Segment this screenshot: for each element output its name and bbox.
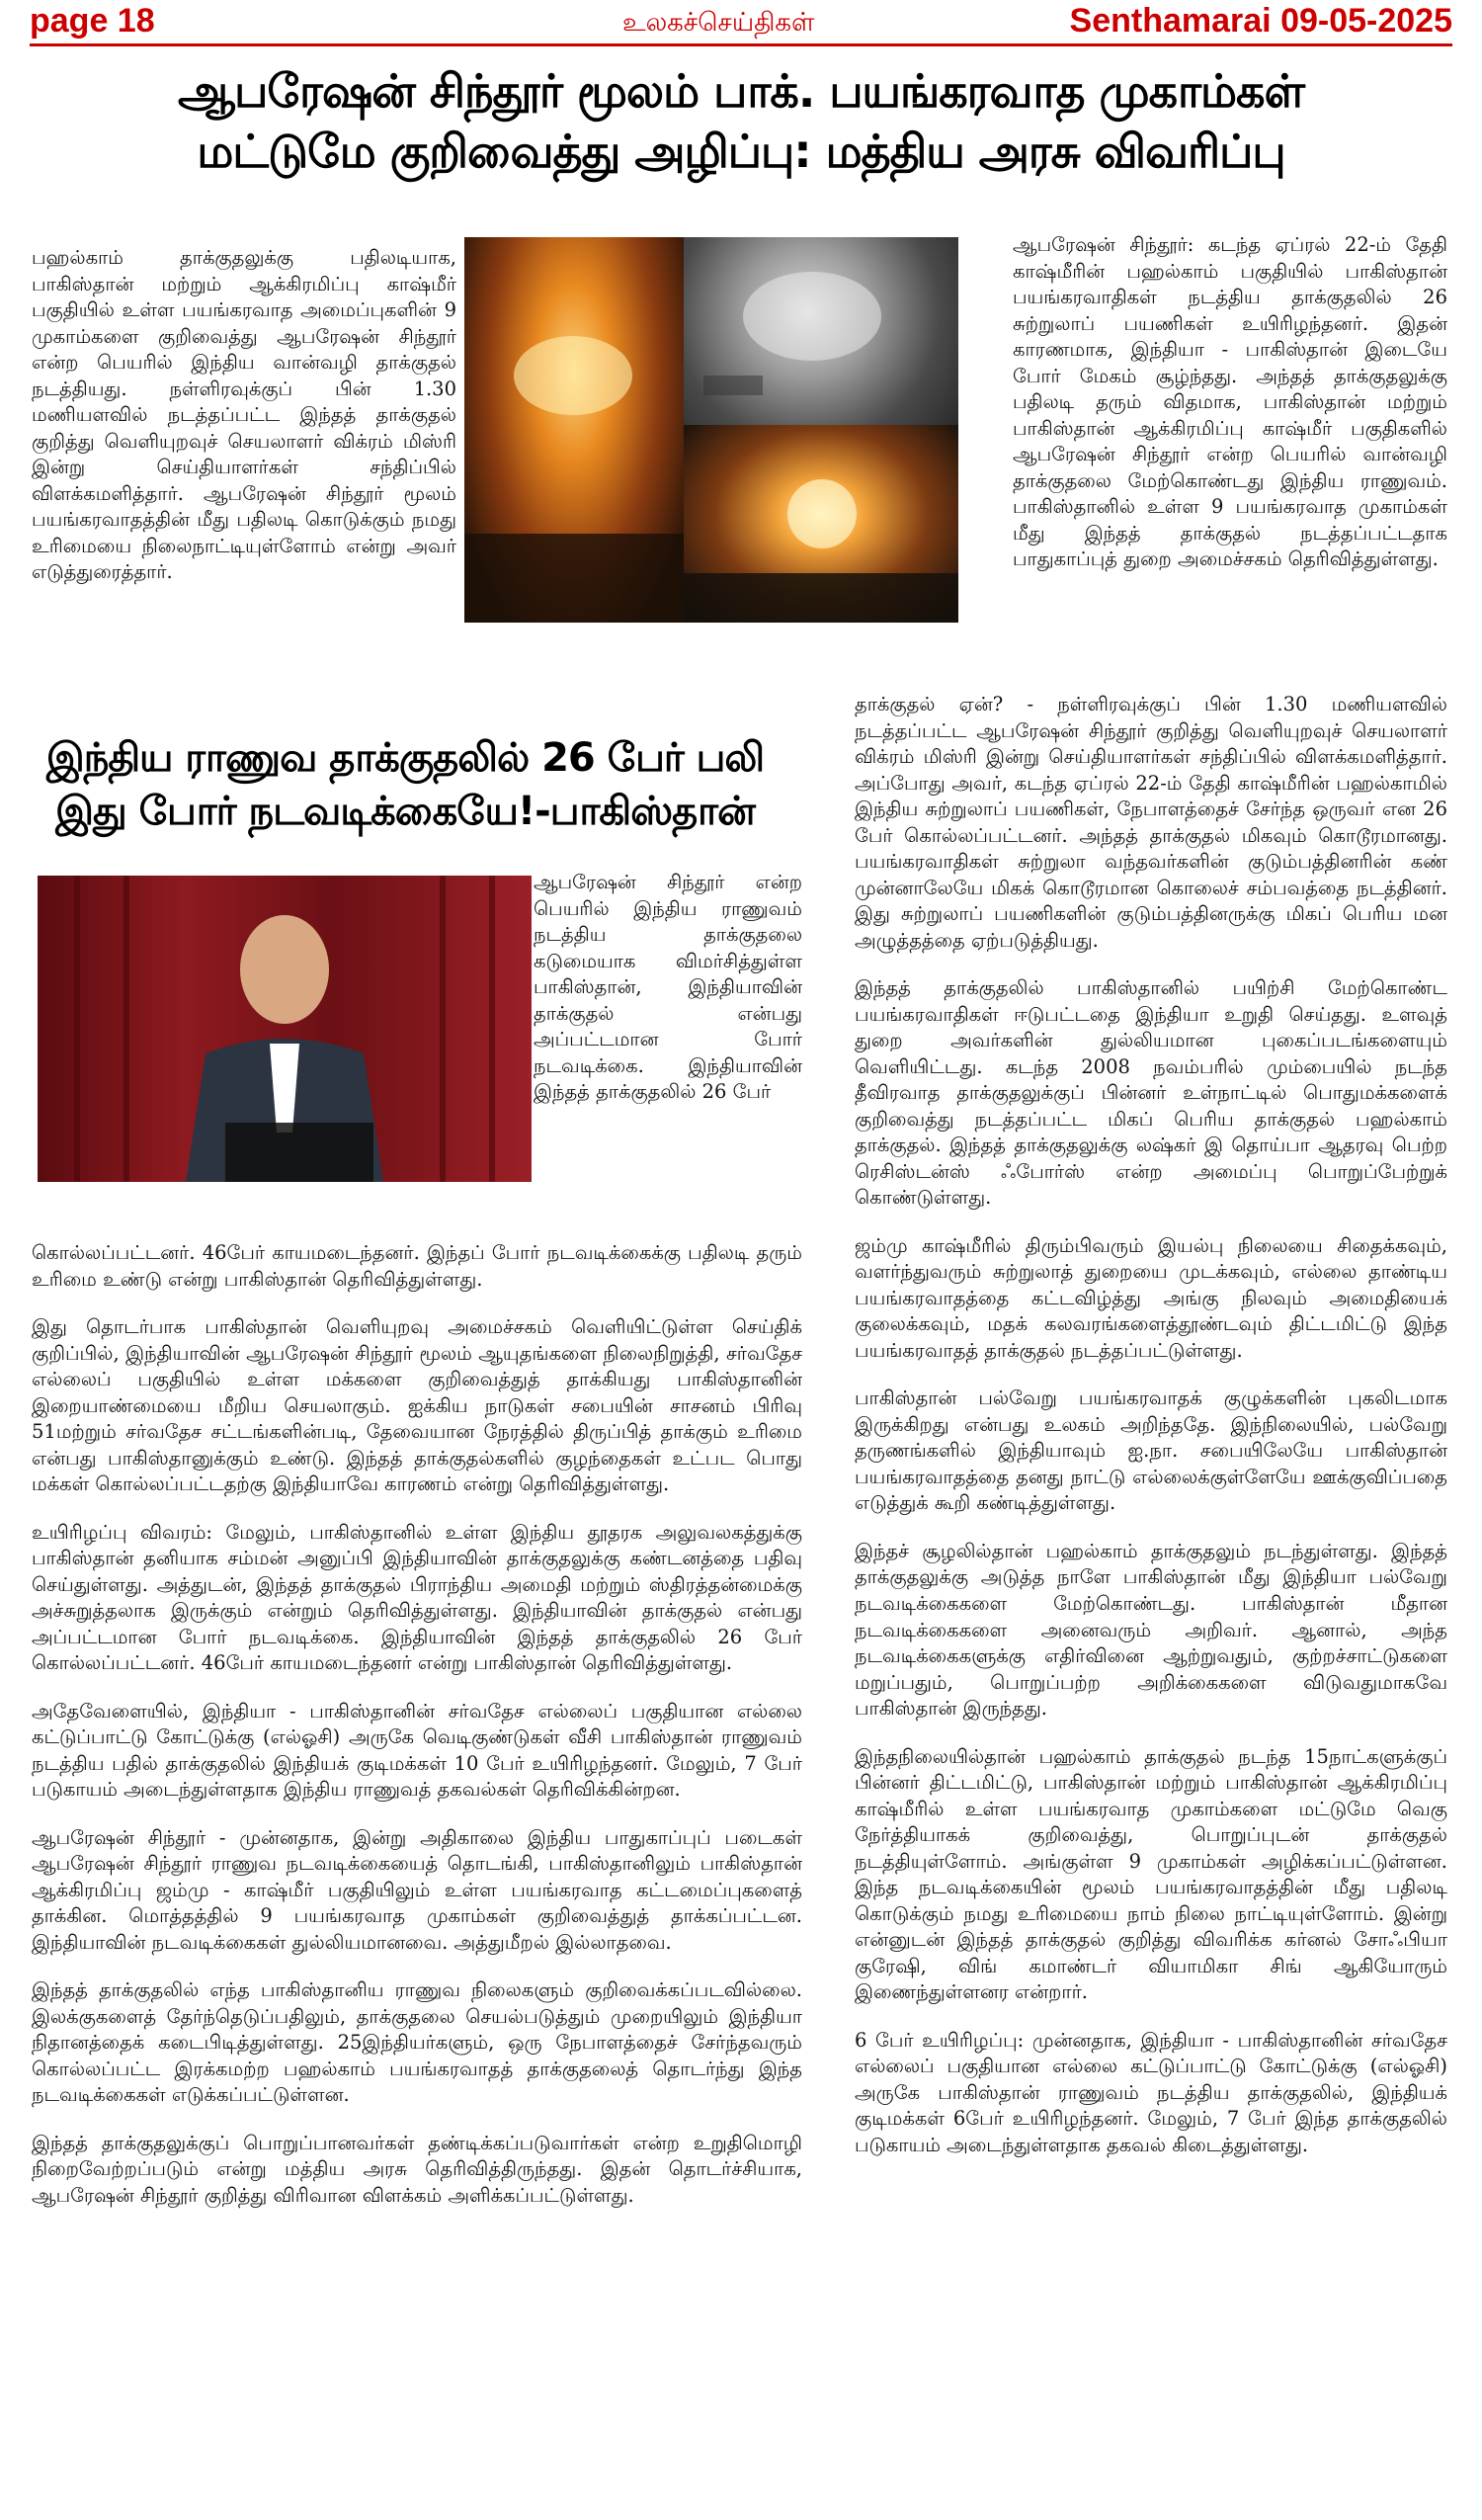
main-headline-line1: ஆபரேஷன் சிந்தூர் மூலம் பாக். பயங்கரவாத முகாம்கள்	[178, 64, 1304, 118]
aerial-photo-graphic	[684, 237, 958, 425]
speaker-photo-graphic	[38, 876, 532, 1182]
main-headline-line2: மட்டுமே குறிவைத்து அழிப்பு: மத்திய அரசு விவரிப்பு	[197, 124, 1285, 178]
second-headline	[20, 731, 790, 838]
story2-side-column	[534, 870, 802, 1106]
story2-paragraph: இது தொடர்பாக பாகிஸ்தான் வெளியுறவு அமைச்சகம் வெளியிட்டுள்ள செய்திக் குறிப்பில், இந்தியாவின் ஆபரேஷன் சிந்தூர் மூலம் ஆயுதங்களை நிலைநிறுத்தி, சர்வதேச எல்லைப் பகுதியில் உள்ள மக்களை குறிவைத்துத் தாக்கியது பாகிஸ்தானின் இறையாண்மையை மீறிய செயலாகும். ஐக்கிய நாடுகள் சபையின் சாசனம் பிரிவு 51மற்றும் சர்வதேச சட்டங்களின்படி, தேவையான நேரத்தில் திருப்பித் தாக்கும் உரிமை என்பது பாகிஸ்தானுக்கும் உண்டு. இந்தத் தாக்குதல்களில் குழந்தைகள் உட்பட பொது மக்கள் கொல்லப்பட்டதற்கு இந்தியாவே காரணம் என்று தெரிவித்துள்ளது.	[32, 1315, 802, 1496]
photo-aerial-smoke	[684, 237, 958, 425]
page-header	[30, 0, 1452, 46]
story2-paragraph: இந்தத் தாக்குதலுக்குப் பொறுப்பானவர்கள் தண்டிக்கப்படுவார்கள் என்ற உறுதிமொழி நிறைவேற்றப்படும் என்று மத்திய அரசு தெரிவித்திருந்தது. இதன் தொடர்ச்சியாக, ஆபரேஷன் சிந்தூர் குறித்து விரிவான விளக்கம் அளிக்கப்பட்டுள்ளது.	[32, 2131, 802, 2207]
story1-paragraph: இந்தத் தாக்குதலில் பாகிஸ்தானில் பயிற்சி மேற்கொண்ட பயங்கரவாதிகள் ஈடுபட்டதை இந்தியா உறுதி செய்தது. உளவுத் துறை அவர்களின் துல்லியமான புகைப்படங்களையும் வெளியிட்டது. கடந்த 2008 நவம்பரில் மும்பையில் நடந்த தீவிரவாத தாக்குதலுக்குப் பின்னர் உள்நாட்டில் பொதுமக்களைக் குறிவைத்து நடத்தப்பட்ட மிகப் பெரிய தாக்குதல் பஹல்காம் தாக்குதல். இந்தத் தாக்குதலுக்கு லஷ்கர் இ தொய்பா ஆதரவு பெற்ற ரெசிஸ்டன்ஸ் ஃபோர்ஸ் என்ற அமைப்பு பொறுப்பேற்றுக் கொண்டுள்ளது.	[855, 976, 1447, 1210]
page-number: page 18	[30, 2, 155, 40]
explosion-photo-graphic	[684, 425, 958, 623]
story2-intro: ஆபரேஷன் சிந்தூர் என்ற பெயரில் இந்திய ராணுவம் நடத்திய தாக்குதலை கடுமையாக விமர்சித்துள்ள பாகிஸ்தான், இந்தியாவின் தாக்குதல் என்பது அப்பட்டமான போர் நடவடிக்கை. இந்தியாவின் இந்தத் தாக்குதலில் 26 பேர்	[534, 871, 802, 1104]
story2-paragraph: கொல்லப்பட்டனர். 46பேர் காயமடைந்தனர். இந்தப் போர் நடவடிக்கைக்கு பதிலடி தரும் உரிமை உண்டு என்று பாகிஸ்தான் தெரிவித்துள்ளது.	[32, 1241, 802, 1291]
story1-paragraph: இந்தச் சூழலில்தான் பஹல்காம் தாக்குதலும் நடந்துள்ளது. இந்தத் தாக்குதலுக்கு அடுத்த நாளே பாகிஸ்தான் மீது இந்தியா பல்வேறு நடவடிக்கைகளை மேற்கொண்டது. பாகிஸ்தான் மீதான நடவடிக்கைகளை அனைவரும் அறிவர். ஆனால், அந்த நடவடிக்கைகளுக்கு எதிர்வினை ஆற்றுவதும், குற்றச்சாட்டுகளை மறுப்பதும், பொறுப்பற்ற அறிக்கைகளை விடுவதுமாகவே பாகிஸ்தான் இருந்தது.	[855, 1539, 1447, 1721]
fire-photo-graphic	[464, 237, 684, 623]
story1-paragraph: பஹல்காம் தாக்குதலுக்கு பதிலடியாக, பாகிஸ்தான் மற்றும் ஆக்கிரமிப்பு காஷ்மீர் பகுதியில் உள்ள பயங்கரவாத அமைப்புகளின் 9 முகாம்களை குறிவைத்து ஆபரேஷன் சிந்தூர் என்ற பெயரில் இந்திய வான்வழி தாக்குதல் நடத்தியது. நள்ளிரவுக்குப் பின் 1.30 மணியளவில் நடத்தப்பட்ட இந்தத் தாக்குதல் குறித்து வெளியுறவுச் செயலாளர் விக்ரம் மிஸ்ரி இன்று செய்தியாளர்கள் சந்திப்பில் விளக்கமளித்தார். ஆபரேஷன் சிந்தூர் மூலம் பயங்கரவாதத்தின் மீது பதிலடி கொடுக்கும் நமது உரிமையை நிலைநாட்டியுள்ளோம் என்று அவர் எடுத்துரைத்தார்.	[32, 246, 456, 584]
story1-paragraph: 6 பேர் உயிரிழப்பு: முன்னதாக, இந்தியா - பாகிஸ்தானின் சர்வதேச எல்லைப் பகுதியான எல்லை கட்டுப்பாட்டு கோட்டுக்கு (எல்ஓசி) அருகே பாகிஸ்தான் ராணுவம் நடத்திய தாக்குதலில், இந்தியக் குடிமக்கள் 6பேர் உயிரிழந்தனர். மேலும், 7 பேர் இந்த தாக்குதலில் படுகாயம் அடைந்துள்ளதாக தகவல் கிடைத்துள்ளது.	[855, 2028, 1447, 2156]
main-headline	[59, 61, 1423, 181]
story2-paragraph: இந்தத் தாக்குதலில் எந்த பாகிஸ்தானிய ராணுவ நிலைகளும் குறிவைக்கப்படவில்லை. இலக்குகளைத் தேர்ந்தெடுப்பதிலும், தாக்குதலை செயல்படுத்தும் முறையிலும் இந்தியா நிதானத்தைக் கடைபிடித்துள்ளது. 25இந்தியர்களும், ஒரு நேபாளத்தைச் சேர்ந்தவரும் கொல்லப்பட்ட இரக்கமற்ற பஹல்காம் பயங்கரவாதத் தாக்குதலைத் தொடர்ந்து இந்த நடவடிக்கைகள் எடுக்கப்பட்டுள்ளன.	[32, 1978, 802, 2107]
story1-column1	[32, 245, 456, 608]
photo-explosion-night	[684, 425, 958, 623]
newspaper-name-date: Senthamarai 09-05-2025	[1069, 2, 1452, 40]
story1-paragraph: ஜம்மு காஷ்மீரில் திரும்பிவரும் இயல்பு நிலையை சிதைக்கவும், வளர்ந்துவரும் சுற்றுலாத் துறையை முடக்கவும், எல்லை தாண்டிய பயங்கரவாதத்தை கட்டவிழ்த்து அங்கு நிலவும் அமைதியைக் குலைக்கவும், மதக் கலவரங்களைத்தூண்டவும் திட்டமிட்டு இந்த பயங்கரவாதத் தாக்குதல் நடத்தப்பட்டுள்ளது.	[855, 1233, 1447, 1362]
story2-paragraph: அதேவேளையில், இந்தியா - பாகிஸ்தானின் சர்வதேச எல்லைப் பகுதியான எல்லை கட்டுப்பாட்டு கோட்டுக்கு (எல்ஓசி) அருகே வெடிகுண்டுகள் வீசி பாகிஸ்தான் ராணுவம் நடத்திய பதில் தாக்குதலில் இந்தியக் குடிமக்கள் 10 பேர் உயிரிழந்தனர். மேலும், 7 பேர் படுகாயம் அடைந்துள்ளதாக இந்திய ராணுவத் தகவல்கள் தெரிவிக்கின்றன.	[32, 1699, 802, 1802]
second-headline-line2: இது போர் நடவடிக்கையே!-பாகிஸ்தான்	[55, 789, 755, 834]
second-headline-line1: இந்திய ராணுவ தாக்குதலில் 26 பேர் பலி	[45, 735, 765, 781]
story1-paragraph: தாக்குதல் ஏன்? - நள்ளிரவுக்குப் பின் 1.30 மணியளவில் நடத்தப்பட்ட ஆபரேஷன் சிந்தூர் குறித்து வெளியுறவுச் செயலாளர் விக்ரம் மிஸ்ரி இன்று செய்தியாளர்கள் சந்திப்பில் விளக்கமளித்தார். அப்போது அவர், கடந்த ஏப்ரல் 22-ம் தேதி காஷ்மீரின் பஹல்காமில் இந்திய சுற்றுலாப் பயணிகள், நேபாளத்தைச் சேர்ந்த ஒருவர் என 26 பேர் கொல்லப்பட்டனர். அந்தத் தாக்குதல் மிகவும் கொடூரமானது. பயங்கரவாதிகள் சுற்றுலா வந்தவர்களின் குடும்பத்தினரின் கண் முன்னாலேயே மிகக் கொடூரமான கொலைச் சம்பவத்தை நடத்தினர். இது சுற்றுலாப் பயணிகளின் குடும்பத்தினருக்கு மிகப் பெரிய மன அழுத்தத்தை ஏற்படுத்தியது.	[855, 693, 1447, 952]
story2-paragraph: ஆபரேஷன் சிந்தூர் - முன்னதாக, இன்று அதிகாலை இந்திய பாதுகாப்புப் படைகள் ஆபரேஷன் சிந்தூர் ராணுவ நடவடிக்கையைத் தொடங்கி, பாகிஸ்தானிலும் பாகிஸ்தான் ஆக்கிரமிப்பு ஜம்மு - காஷ்மீர் பகுதியிலும் உள்ள பயங்கரவாத கட்டமைப்புகளைத் தாக்கின. மொத்தத்தில் 9 பயங்கரவாத முகாம்கள் குறிவைத்துத் தாக்கப்பட்டன. இந்தியாவின் நடவடிக்கைகள் துல்லியமானவை. அத்துமீறல் இல்லாதவை.	[32, 1825, 802, 1954]
story2-body	[32, 1240, 802, 2231]
story1-paragraph: இந்தநிலையில்தான் பஹல்காம் தாக்குதல் நடந்த 15நாட்களுக்குப் பின்னர் திட்டமிட்டு, பாகிஸ்தான் மற்றும் பாகிஸ்தான் ஆக்கிரமிப்பு காஷ்மீரில் உள்ள பயங்கரவாத முகாம்களை மட்டுமே வெகு நேர்த்தியாகக் குறிவைத்து, பொறுப்புடன் தாக்குதல் நடத்தியுள்ளோம். அங்குள்ள 9 முகாம்கள் அழிக்கப்பட்டுள்ளன. இந்த நடவடிக்கையின் மூலம் பயங்கரவாதத்தின் மீது பதிலடி கொடுக்கும் நமது உரிமையை நாம் நிலை நாட்டியுள்ளோம். இன்று என்னுடன் இந்தத் தாக்குதல் குறித்து விவரிக்க கர்னல் சோஃபியா குரேஷி, விங் கமாண்டர் வியாமிகா சிங் ஆகியோரும் இணைந்துள்ளனர என்றார்.	[855, 1744, 1447, 2004]
story1-column2	[1013, 232, 1447, 595]
photo-speaker-podium	[38, 876, 532, 1182]
story1-column3	[855, 692, 1447, 2180]
story1-paragraph: ஆபரேஷன் சிந்தூர்: கடந்த ஏப்ரல் 22-ம் தேதி காஷ்மீரின் பஹல்காம் பகுதியில் பாகிஸ்தான் பயங்கரவாதிகள் நடத்திய தாக்குதலில் 26 சுற்றுலாப் பயணிகள் உயிரிழந்தனர். இதன் காரணமாக, இந்தியா - பாகிஸ்தான் இடையே போர் மேகம் சூழ்ந்தது. அந்தத் தாக்குதலுக்கு பதிலடி தரும் விதமாக, பாகிஸ்தான் மற்றும் பாகிஸ்தான் ஆக்கிரமிப்பு காஷ்மீர் பகுதிகளில் ஆபரேஷன் சிந்தூர் என்ற பெயரில் வான்வழி தாக்குதலை மேற்கொண்டது இந்திய ராணுவம். பாகிஸ்தானில் உள்ள 9 பயங்கரவாத முகாம்கள் மீது இந்தத் தாக்குதல் நடத்தப்பட்டதாக பாதுகாப்புத் துறை அமைச்சகம் தெரிவித்துள்ளது.	[1013, 233, 1447, 571]
story1-paragraph: பாகிஸ்தான் பல்வேறு பயங்கரவாதக் குழுக்களின் புகலிடமாக இருக்கிறது என்பது உலகம் அறிந்ததே. இந்நிலையில், பல்வேறு தருணங்களில் இந்தியாவும் ஐ.நா. சபையிலேயே பாகிஸ்தான் பயங்கரவாதத்தை தனது நாட்டு எல்லைக்குள்ளேயே ஊக்குவிப்பதை எடுத்துக் கூறி கண்டித்துள்ளது.	[855, 1386, 1447, 1515]
section-title: உலகச்செய்திகள்	[622, 8, 815, 38]
story2-paragraph: உயிரிழப்பு விவரம்: மேலும், பாகிஸ்தானில் உள்ள இந்திய தூதரக அலுவலகத்துக்கு பாகிஸ்தான் தனியாக சம்மன் அனுப்பி இந்தியாவின் தாக்குதலுக்கு கண்டனத்தை பதிவு செய்துள்ளது. அத்துடன், இந்தத் தாக்குதல் பிராந்திய அமைதி மற்றும் ஸ்திரத்தன்மைக்கு அச்சுறுத்தலாக இருக்கும் என்றும் தெரிவித்துள்ளது. இந்தியாவின் தாக்குதல் என்பது அப்பட்டமான போர் நடவடிக்கை. இந்தியாவின் இந்தத் தாக்குதலில் 26 பேர் கொல்லப்பட்டனர். 46பேர் காயமடைந்தனர் என்று பாகிஸ்தான் தெரிவித்துள்ளது.	[32, 1520, 802, 1675]
photo-fire-night	[464, 237, 684, 623]
